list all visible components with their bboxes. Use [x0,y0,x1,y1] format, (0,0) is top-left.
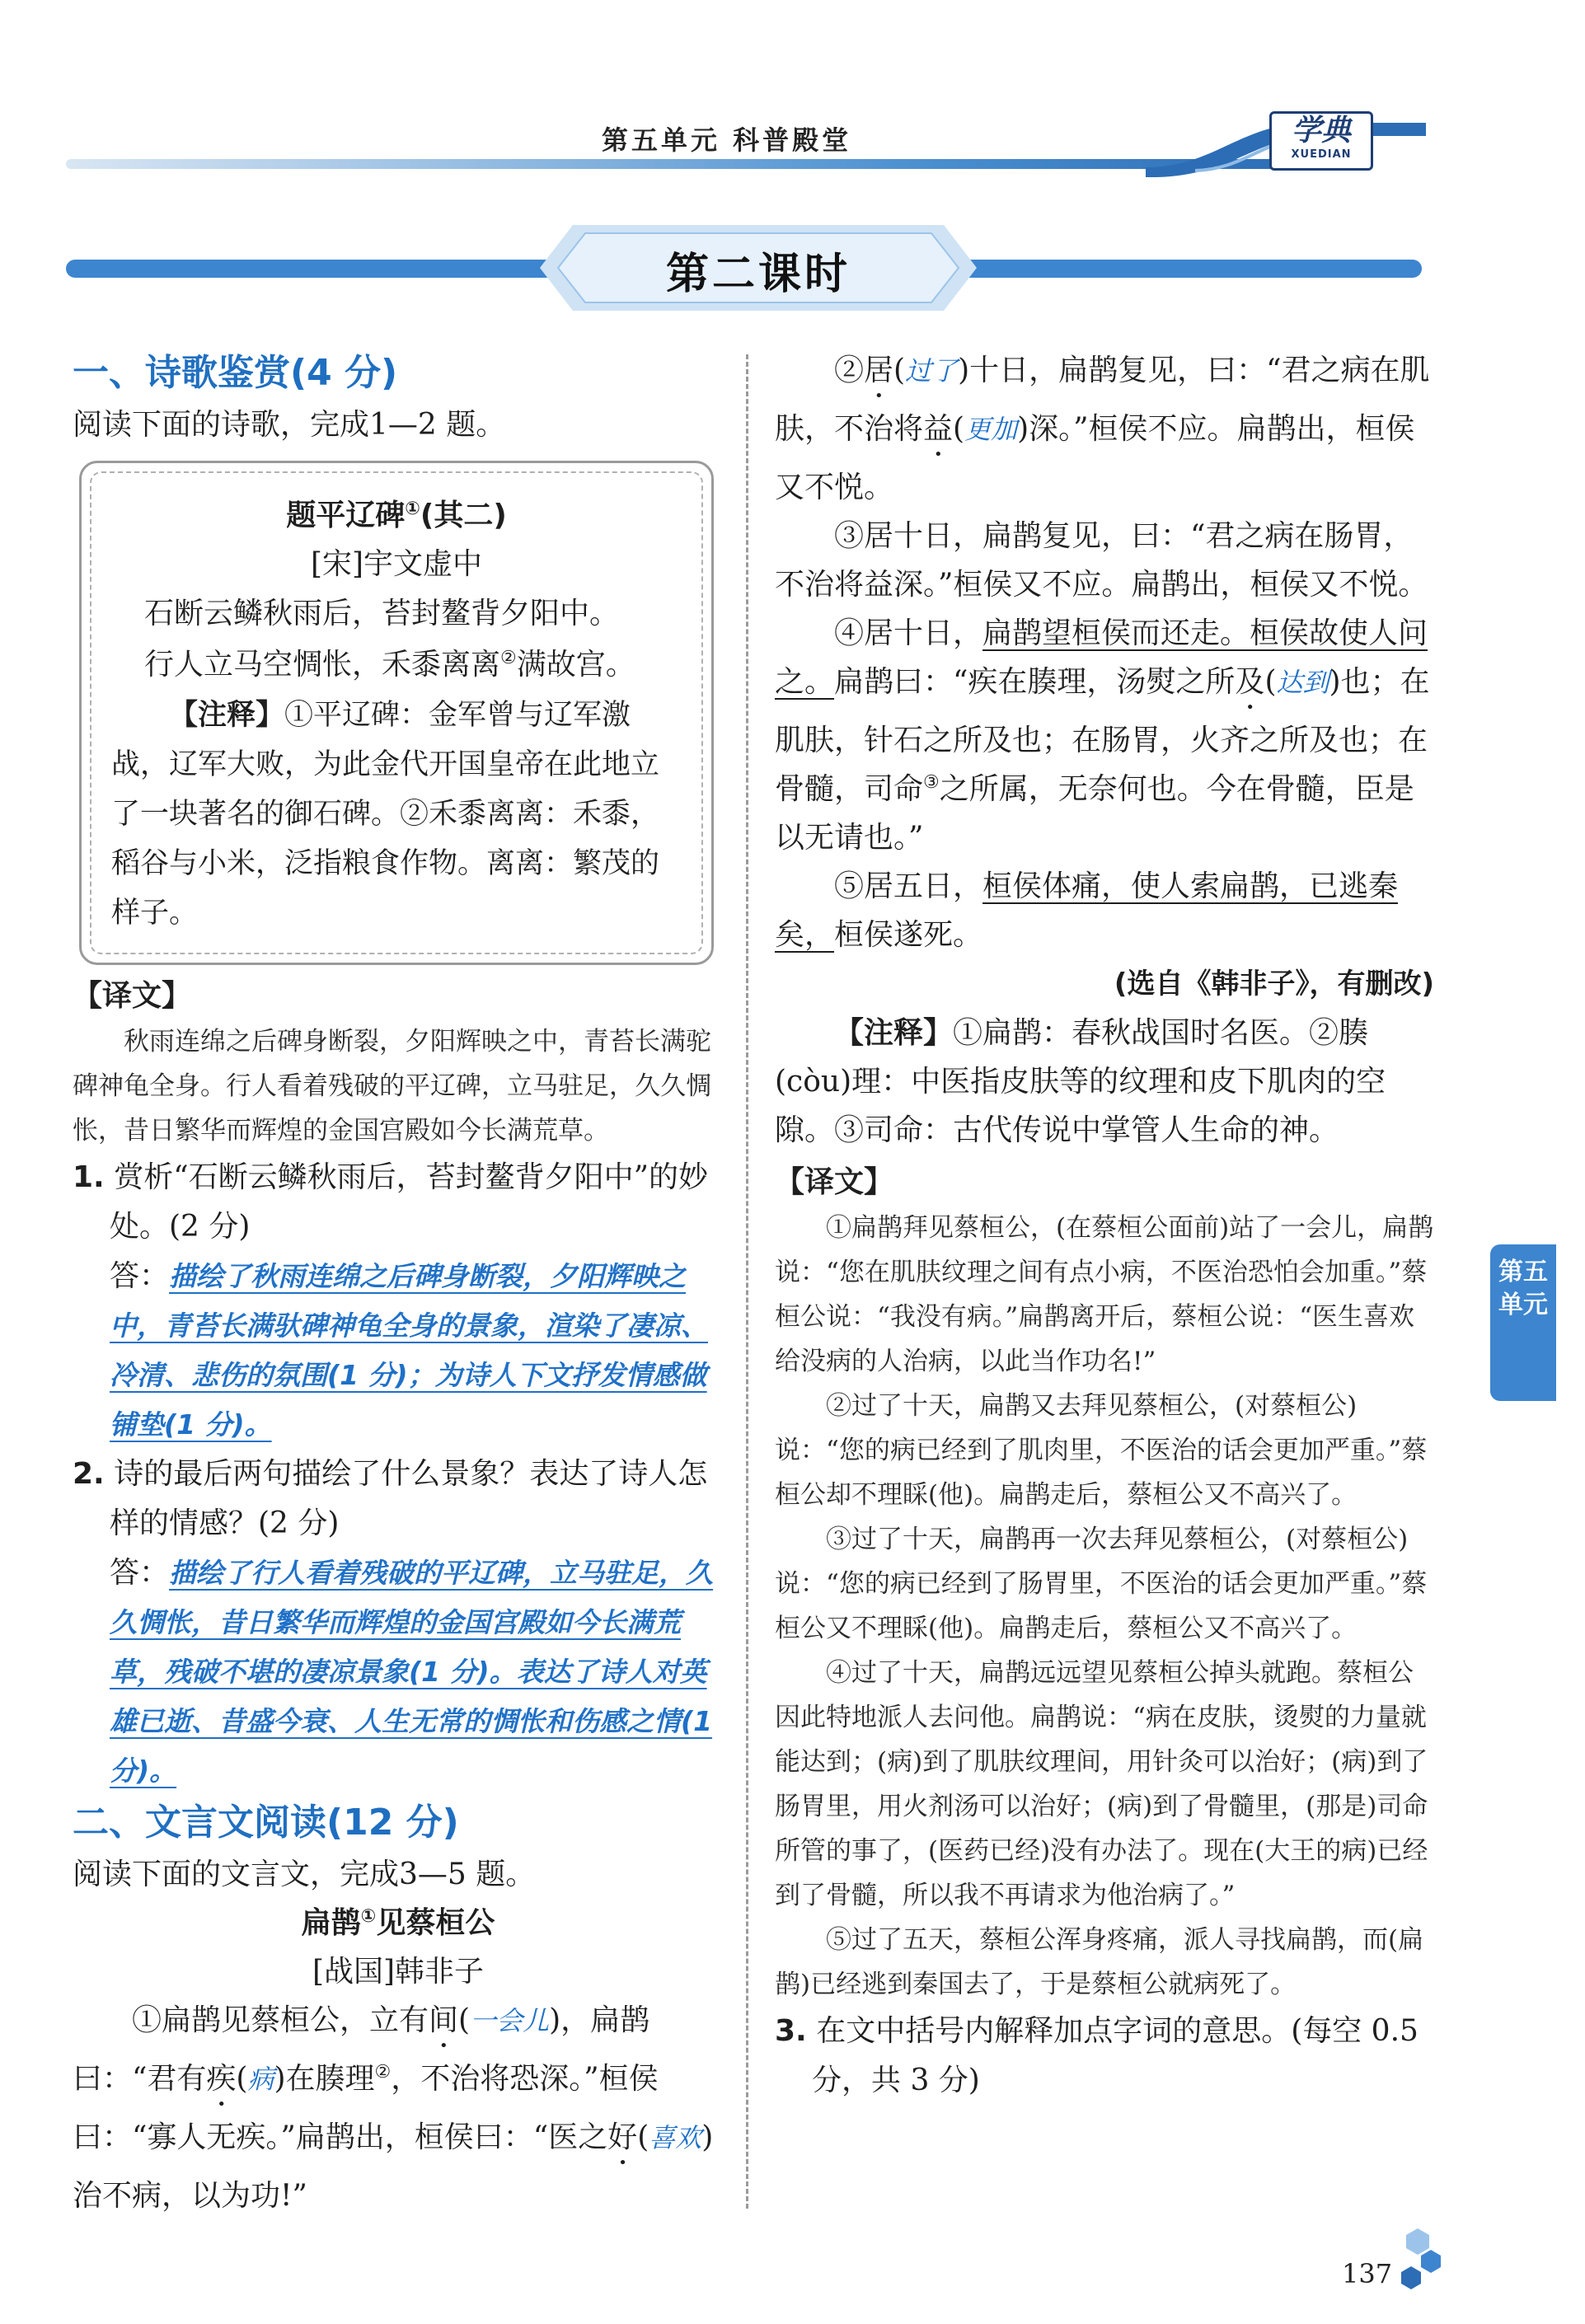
text-run: 治不病，以为功!” [73,2179,307,2213]
text-run: ，不治将恐深。”桓侯曰：“寡人无疾。”扁鹊出，桓侯曰：“医之 [73,2062,659,2154]
dotted-word: 居 [864,354,894,387]
section-instruction: 阅读下面的文言文，完成3—5 题。 [73,1858,536,1891]
question-3 [775,2007,1434,2106]
footnote-mark: ① [405,499,420,519]
question-number: 3. [775,2014,807,2048]
note-text: ①平辽碑：金军曾与辽军激战，辽军大败，为此金代开国皇帝在此地立了一块著名的御石碑。②禾黍离离：禾黍，稻谷与小米，泛指粮食作物。离离：繁茂的样子。 [111,699,660,930]
gloss: 过了 [905,355,959,387]
unit-title: 第五单元 科普殿堂 [602,124,852,156]
answer-text: 描绘了行人看着残破的平辽碑，立马驻足，久久惆怅，昔日繁华而辉煌的金国宫殿如今长满荒草，残破不堪的凄凉景象(1 分)。表达了诗人对英雄已逝、昔盛今衰、人生无常的惆怅和伤感之情(1 分)。 [110,1557,714,1787]
text-run: 深。”桓侯不应。扁鹊出，桓侯又不悦。 [775,412,1415,504]
dotted-word: 疾 [206,2062,237,2096]
footnote-mark: ③ [923,772,940,793]
page-number: 137 [1342,2258,1393,2289]
text-run: 十日，扁鹊复见，曰：“君之病在肌肤，不治将 [775,354,1430,446]
footnote-mark: ② [374,2062,392,2083]
text-run: ② [834,354,865,387]
classical-paragraph-4: ④居十日，扁鹊望桓侯而还走。桓侯故使人问之。扁鹊曰：“疾在腠理，汤熨之所及(达到)也；在肌肤，针石之所及也；在肠胃，火齐之所及也；在骨髓，司命③之所属，无奈何也。今在骨髓，臣是以无请也。” [775,616,1430,855]
unit-side-tab: 第五单元 [1490,1244,1556,1401]
note-text: ①扁鹊：春秋战国时名医。②腠(còu)理：中医指皮肤等的纹理和皮下肌肉的空隙。③司命：古代传说中掌管人生命的神。 [775,1016,1386,1147]
question-text: 诗的最后两句描绘了什么景象？表达了诗人怎样的情感？(2 分) [110,1457,708,1540]
text-run: ，扁鹊曰：“君有 [73,2003,650,2096]
section-title-poetry: 一、诗歌鉴赏(4 分) [73,352,398,394]
poem-line-part: 满故宫。 [516,648,635,682]
poem-author: [宋]宇文虚中 [310,547,483,581]
poem-translation: 秋雨连绵之后碑身断裂，夕阳辉映之中，青苔长满驼碑神龟全身。行人看着残破的平辽碑，立马驻足，久久惆怅，昔日繁华而辉煌的金国宫殿如今长满荒草。 [73,1027,711,1146]
translation-paragraph-5: ⑤过了五天，蔡桓公浑身疼痛，派人寻找扁鹊，而(扁鹊)已经逃到秦国去了，于是蔡桓公就病死了。 [775,1925,1424,1999]
text-run: 在腠理 [285,2062,375,2096]
poem-inner [90,471,703,954]
poem-line-part: 行人立马空惆怅，禾黍离离 [144,648,501,682]
dotted-word: 益 [923,412,954,446]
column-divider [746,354,748,2209]
poem-title-text: 题平辽碑 [286,499,406,532]
classical-note [775,1009,1434,1155]
translation-paragraph-1: ①扁鹊拜见蔡桓公，(在蔡桓公面前)站了一会儿，扁鹊说：“您在肌肤纹理之间有点小病，不医治恐怕会加重。”蔡桓公说：“我没有病。”扁鹊离开后，蔡桓公说：“医生喜欢给没病的人治病，以此当作功名!” [775,1213,1434,1376]
text-run: 扁鹊曰：“疾在腠理，汤熨之所 [834,665,1236,699]
text-title [73,1899,724,1948]
lesson-title: 第二课时 [665,250,851,299]
classical-paragraph-5 [775,862,1434,959]
question-text: 在文中括号内解释加点字词的意思。(每空 0.5 分，共 3 分) [812,2014,1419,2097]
text-author: [战国]韩非子 [312,1955,485,1989]
answer-text: 描绘了秋雨连绵之后碑身断裂，夕阳辉映之中，青苔长满驮碑神龟全身的景象，渲染了凄凉、冷清、悲伤的氛围(1 分)；为诗人下文抒发情感做铺垫(1 分)。 [110,1260,708,1441]
text-title-part: 见蔡桓公 [376,1906,495,1940]
footnote-mark: ② [500,648,517,668]
gloss: 更加 [964,414,1018,445]
gloss: 病 [247,2064,274,2095]
underlined-sentence: 扁鹊望桓侯而还走。桓侯故使人问之。 [775,616,1428,699]
poem-line: 石断云鳞秋雨后，苔封鳌背夕阳中。 [144,597,620,630]
footnote-mark: ① [360,1906,377,1927]
translation-label: 【译文】 [73,979,192,1013]
gloss: 达到 [1276,667,1329,698]
poem-box [79,461,714,965]
translation-paragraph-3: ③过了十天，扁鹊再一次去拜见蔡桓公，(对蔡桓公)说：“您的病已经到了肠胃里，不医治的话会更加严重。”蔡桓公又不理睬(他)。扁鹊走后，蔡桓公又不高兴了。 [775,1525,1428,1643]
poem-line [111,640,682,691]
question-text: 赏析“石断云鳞秋雨后，苔封鳌背夕阳中”的妙处。(2 分) [110,1160,708,1244]
logo-english: XUEDIAN [1291,148,1352,161]
classical-paragraph-3: ③居十日，扁鹊复见，曰：“君之病在肠胃，不治将益深。”桓侯又不应。扁鹊出，桓侯又不悦。 [775,519,1428,602]
dotted-word: 及 [1235,665,1265,699]
text-run: ⑤居五日， [834,869,983,903]
text-run: ①扁鹊见蔡桓公，立有 [132,2003,429,2037]
question-1 [73,1153,724,1252]
section-title-classical: 二、文言文阅读(12 分) [73,1802,459,1844]
text-title-part: 扁鹊 [301,1906,361,1940]
answer-1 [73,1252,724,1450]
note-label: 【注释】 [834,1016,954,1050]
underlined-sentence: 桓侯体痛，使人索扁鹊，已逃秦矣， [775,869,1399,952]
question-number: 1. [73,1160,105,1194]
poem-note [111,691,682,938]
poem-title [111,491,682,541]
translation-paragraph-2: ②过了十天，扁鹊又去拜见蔡桓公，(对蔡桓公)说：“您的病已经到了肌肉里，不医治的话会更加严重。”蔡桓公却不理睬(他)。扁鹊走后，蔡桓公又不高兴了。 [775,1391,1428,1510]
text-source: (选自《韩非子》，有删改) [1114,968,1434,1000]
hexagon-decoration [1393,2225,1442,2299]
classical-paragraph-2: ②居(过了)十日，扁鹊复见，曰：“君之病在肌肤，不治将益(更加)深。”桓侯不应。扁鹊出，桓侯又不悦。 [775,354,1430,504]
left-column [73,346,724,2220]
question-number: 2. [73,1457,105,1491]
text-run: 桓侯遂死。 [834,918,983,952]
translation-label: 【译文】 [775,1165,894,1199]
question-2 [73,1450,724,1549]
text-run: ④居十日， [834,616,983,650]
gloss: 一会儿 [470,2005,550,2036]
dotted-word: 间 [429,2003,459,2037]
publisher-logo [1269,111,1373,171]
translation-paragraph-4: ④过了十天，扁鹊远远望见蔡桓公掉头就跑。蔡桓公因此特地派人去问他。扁鹊说：“病在皮肤，烫熨的力量就能达到；(病)到了肌肤纹理间，用针灸可以治好；(病)到了肠胃里，用火剂汤可以治好；(病)到了骨髓里，(那是)司命所管的事了，(医药已经)没有办法了。现在(大王的病)已经到了骨髓，所以我不再请求为他治病了。” [775,1658,1428,1910]
logo-chinese: 学典 [1291,114,1351,148]
poem-title-suffix: (其二) [420,499,507,532]
answer-2 [73,1549,724,1796]
answer-label: 答： [110,1259,170,1293]
section-instruction: 阅读下面的诗歌，完成1—2 题。 [73,408,506,442]
text-run: 之所属，无奈何也。今在骨髓，臣是以无请也。” [775,772,1414,855]
answer-label: 答： [110,1556,170,1590]
classical-paragraph-1: ①扁鹊见蔡桓公，立有间(一会儿)，扁鹊曰：“君有疾(病)在腠理②，不治将恐深。”桓侯曰：“寡人无疾。”扁鹊出，桓侯曰：“医之好(喜欢)治不病，以为功!” [73,2003,714,2213]
right-column [775,346,1434,2106]
note-label: 【注释】 [169,699,285,732]
gloss: 喜欢 [649,2122,702,2153]
text-run: 也；在肌肤，针石之所及也；在肠胃，火齐之所及也；在骨髓，司命 [775,665,1430,806]
dotted-word: 好 [607,2120,638,2154]
